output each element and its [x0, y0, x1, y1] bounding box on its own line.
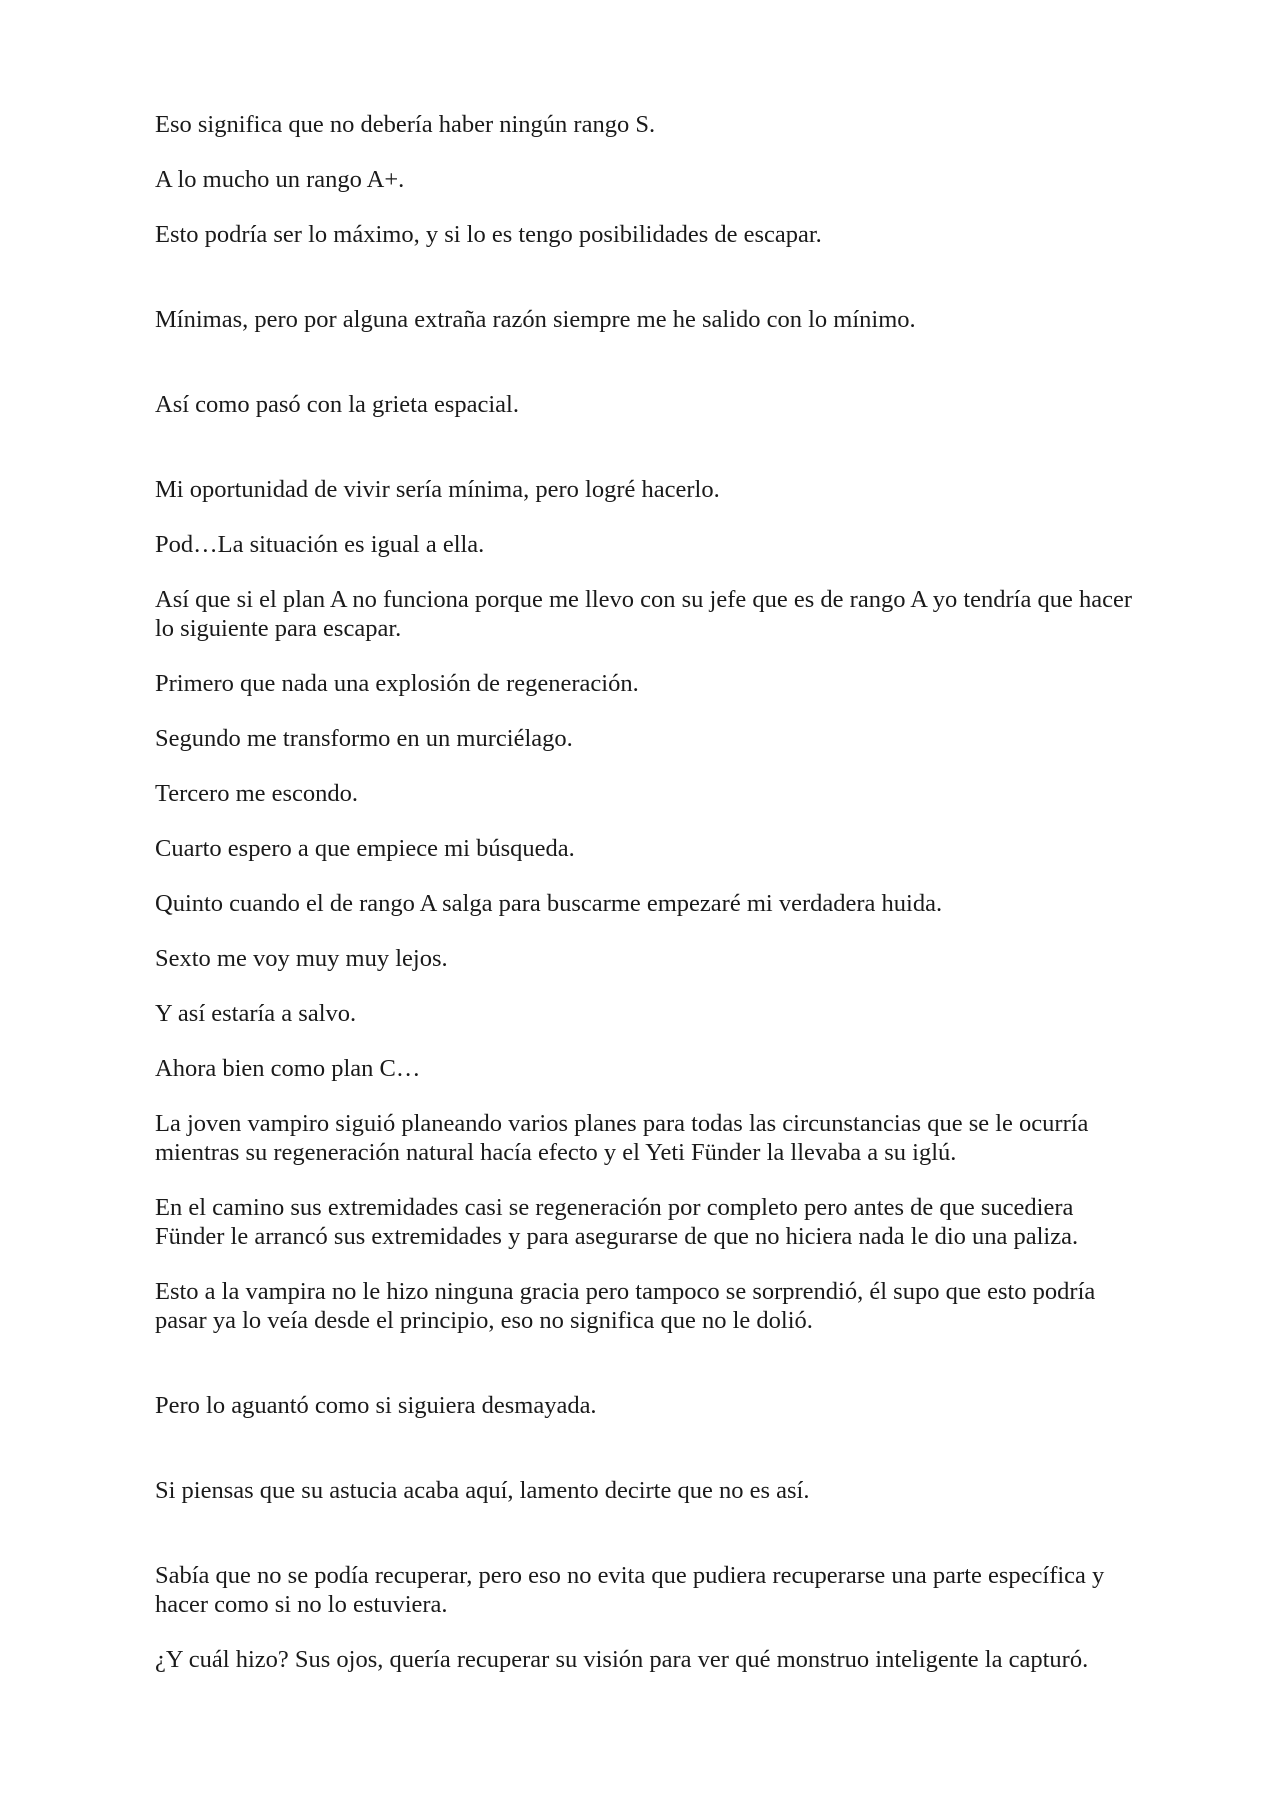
paragraph: Y así estaría a salvo.: [155, 1000, 357, 1027]
paragraph: Quinto cuando el de rango A salga para buscarme empezaré mi verdadera huida.: [155, 890, 943, 917]
paragraph: ¿Y cuál hizo? Sus ojos, quería recuperar su visión para ver qué monstruo inteligente la capturó.: [155, 1646, 1089, 1673]
paragraph: Así que si el plan A no funciona porque me llevo con su jefe que es de rango A yo tendría que hacer lo siguiente para escapar.: [155, 586, 1132, 642]
paragraph: Sabía que no se podía recuperar, pero eso no evita que pudiera recuperarse una parte específica y hacer como si no lo estuviera.: [155, 1562, 1105, 1618]
paragraph: Eso significa que no debería haber ningún rango S.: [155, 111, 656, 138]
paragraph: La joven vampiro siguió planeando varios planes para todas las circunstancias que se le ocurría mientras su regeneración natural hacía efecto y el Yeti Fünder la llevaba a su iglú.: [155, 1110, 1089, 1166]
paragraph: Sexto me voy muy muy lejos.: [155, 945, 448, 972]
paragraph: Pod…La situación es igual a ella.: [155, 531, 485, 558]
paragraph: Cuarto espero a que empiece mi búsqueda.: [155, 835, 575, 862]
paragraph: En el camino sus extremidades casi se regeneración por completo pero antes de que sucediera Fünder le arrancó sus extremidades y para asegurarse de que no hiciera nada le dio una paliza.: [155, 1194, 1079, 1250]
paragraph: Mínimas, pero por alguna extraña razón siempre me he salido con lo mínimo.: [155, 306, 916, 333]
paragraph: Esto podría ser lo máximo, y si lo es tengo posibilidades de escapar.: [155, 221, 822, 248]
paragraph: Primero que nada una explosión de regeneración.: [155, 670, 639, 697]
paragraph: Pero lo aguantó como si siguiera desmayada.: [155, 1392, 597, 1419]
paragraph: Si piensas que su astucia acaba aquí, lamento decirte que no es así.: [155, 1477, 810, 1504]
paragraph: Tercero me escondo.: [155, 780, 359, 807]
paragraph: A lo mucho un rango A+.: [155, 166, 405, 193]
paragraph: Así como pasó con la grieta espacial.: [155, 391, 519, 418]
document-body: [155, 110, 1140, 1700]
paragraph: Mi oportunidad de vivir sería mínima, pero logré hacerlo.: [155, 476, 720, 503]
paragraph: Ahora bien como plan C…: [155, 1055, 421, 1082]
paragraph: Segundo me transformo en un murciélago.: [155, 725, 573, 752]
paragraph: Esto a la vampira no le hizo ninguna gracia pero tampoco se sorprendió, él supo que esto podría pasar ya lo veía desde el principio, eso no significa que no le dolió.: [155, 1278, 1096, 1334]
